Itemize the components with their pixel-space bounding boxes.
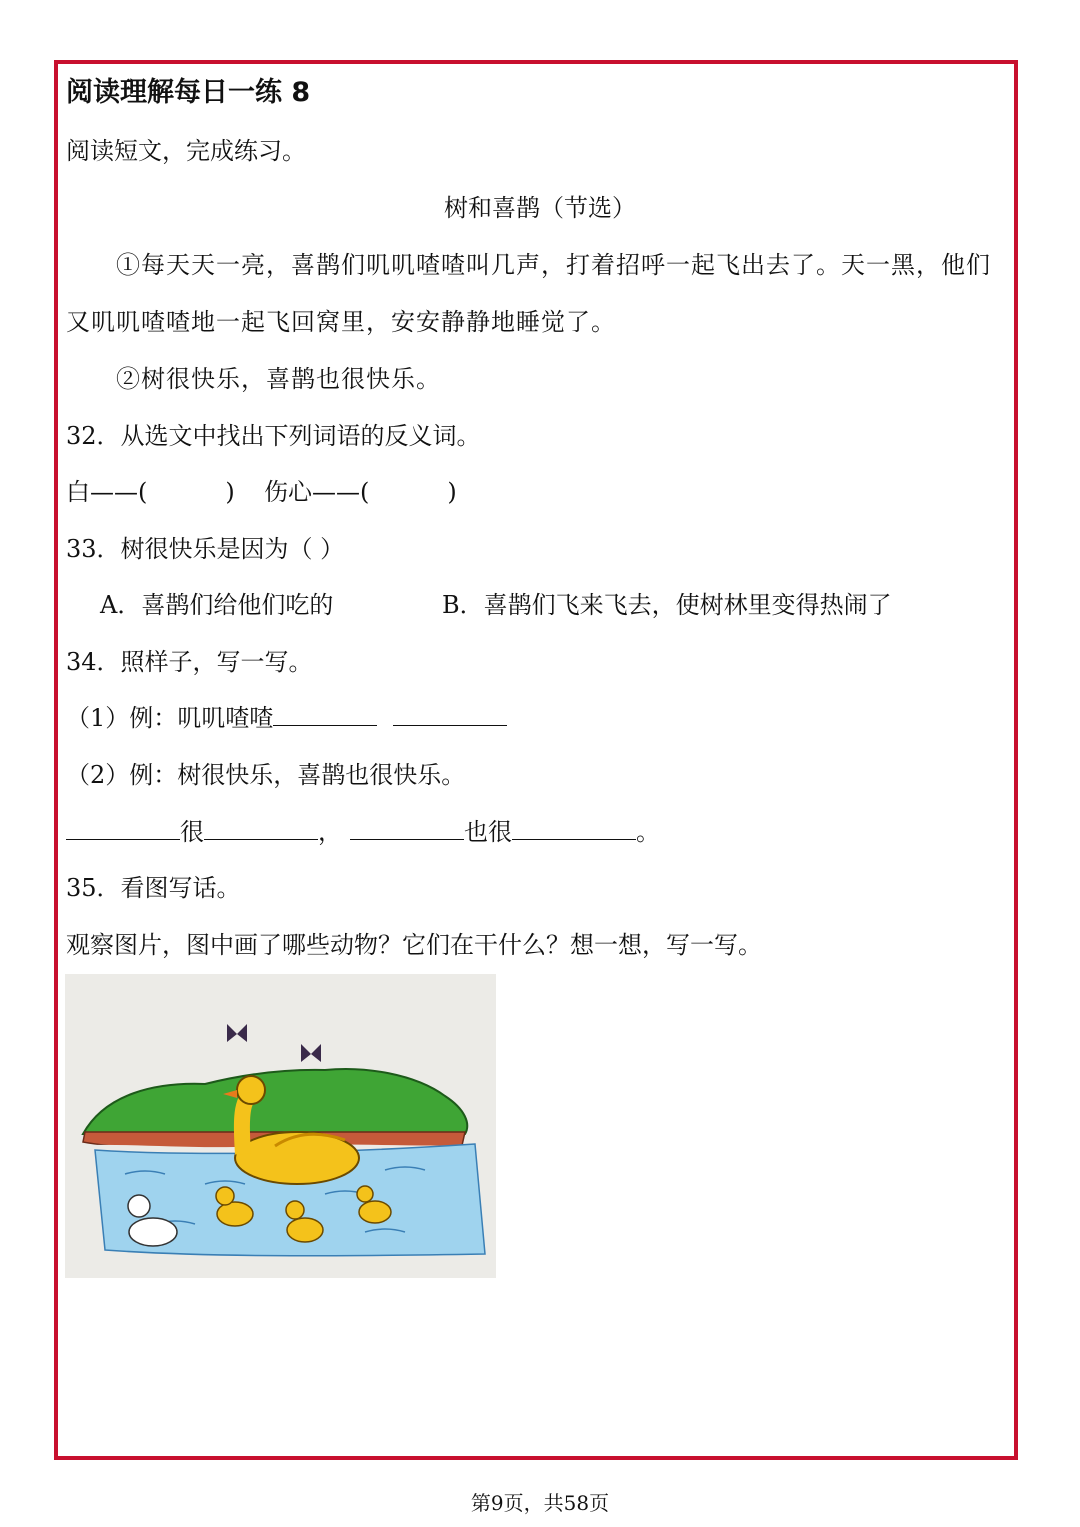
word-hen: 很 bbox=[180, 818, 204, 846]
passage-title: 树和喜鹊（节选） bbox=[444, 194, 636, 222]
period: 。 bbox=[636, 818, 660, 846]
butterfly-1 bbox=[227, 1024, 247, 1042]
example-1-text: （1）例：叽叽喳喳 bbox=[66, 704, 274, 732]
passage-paragraph-2: ②树很快乐，喜鹊也很快乐。 bbox=[116, 365, 441, 393]
passage-paragraph-1-line-2: 又叽叽喳喳地一起飞回窝里，安安静静地睡觉了。 bbox=[66, 308, 616, 336]
passage-paragraph-1-line-1: ①每天天一亮，喜鹊们叽叽喳喳叫几声，打着招呼一起飞出去了。天一黑，他们 bbox=[116, 251, 991, 279]
example-2: （2）例：树很快乐，喜鹊也很快乐。 bbox=[66, 761, 466, 789]
page-number: 第9页，共58页 bbox=[470, 1491, 610, 1515]
question-35: 35．看图写话。 bbox=[66, 874, 241, 902]
mother-duck-neck bbox=[242, 1096, 249, 1154]
antonym-close-2: ) bbox=[447, 478, 457, 506]
sentence-fill bbox=[66, 817, 660, 847]
blank-5[interactable] bbox=[350, 817, 464, 840]
antonym-prompt-1: 白——( bbox=[66, 478, 148, 506]
mother-duck-head bbox=[237, 1076, 265, 1104]
blank-4[interactable] bbox=[204, 817, 318, 840]
illustration-svg bbox=[65, 974, 496, 1278]
word-yehen: 也很 bbox=[464, 818, 512, 846]
question-35-prompt: 观察图片，图中画了哪些动物？它们在干什么？想一想，写一写。 bbox=[66, 931, 762, 959]
duck-pond-illustration bbox=[65, 974, 496, 1278]
question-32: 32．从选文中找出下列词语的反义词。 bbox=[66, 422, 481, 450]
example-1 bbox=[66, 703, 507, 733]
blank-3[interactable] bbox=[66, 817, 180, 840]
antonym-close-1: ) bbox=[225, 478, 235, 506]
blank-6[interactable] bbox=[512, 817, 636, 840]
option-b: B．喜鹊们飞来飞去，使树林里变得热闹了 bbox=[442, 591, 892, 619]
question-34: 34．照样子，写一写。 bbox=[66, 648, 313, 676]
antonym-prompt-2: 伤心——( bbox=[264, 478, 370, 506]
page-title: 阅读理解每日一练 8 bbox=[66, 77, 311, 108]
blank-2[interactable] bbox=[393, 703, 507, 726]
butterfly-2 bbox=[301, 1044, 321, 1062]
question-32-answers bbox=[66, 477, 457, 507]
blank-1[interactable] bbox=[273, 703, 377, 726]
comma: ， bbox=[318, 818, 342, 846]
option-a: A．喜鹊们给他们吃的 bbox=[100, 591, 334, 619]
grass-island bbox=[83, 1069, 467, 1134]
question-33: 33．树很快乐是因为（ ） bbox=[66, 535, 345, 563]
instruction: 阅读短文，完成练习。 bbox=[66, 137, 306, 165]
